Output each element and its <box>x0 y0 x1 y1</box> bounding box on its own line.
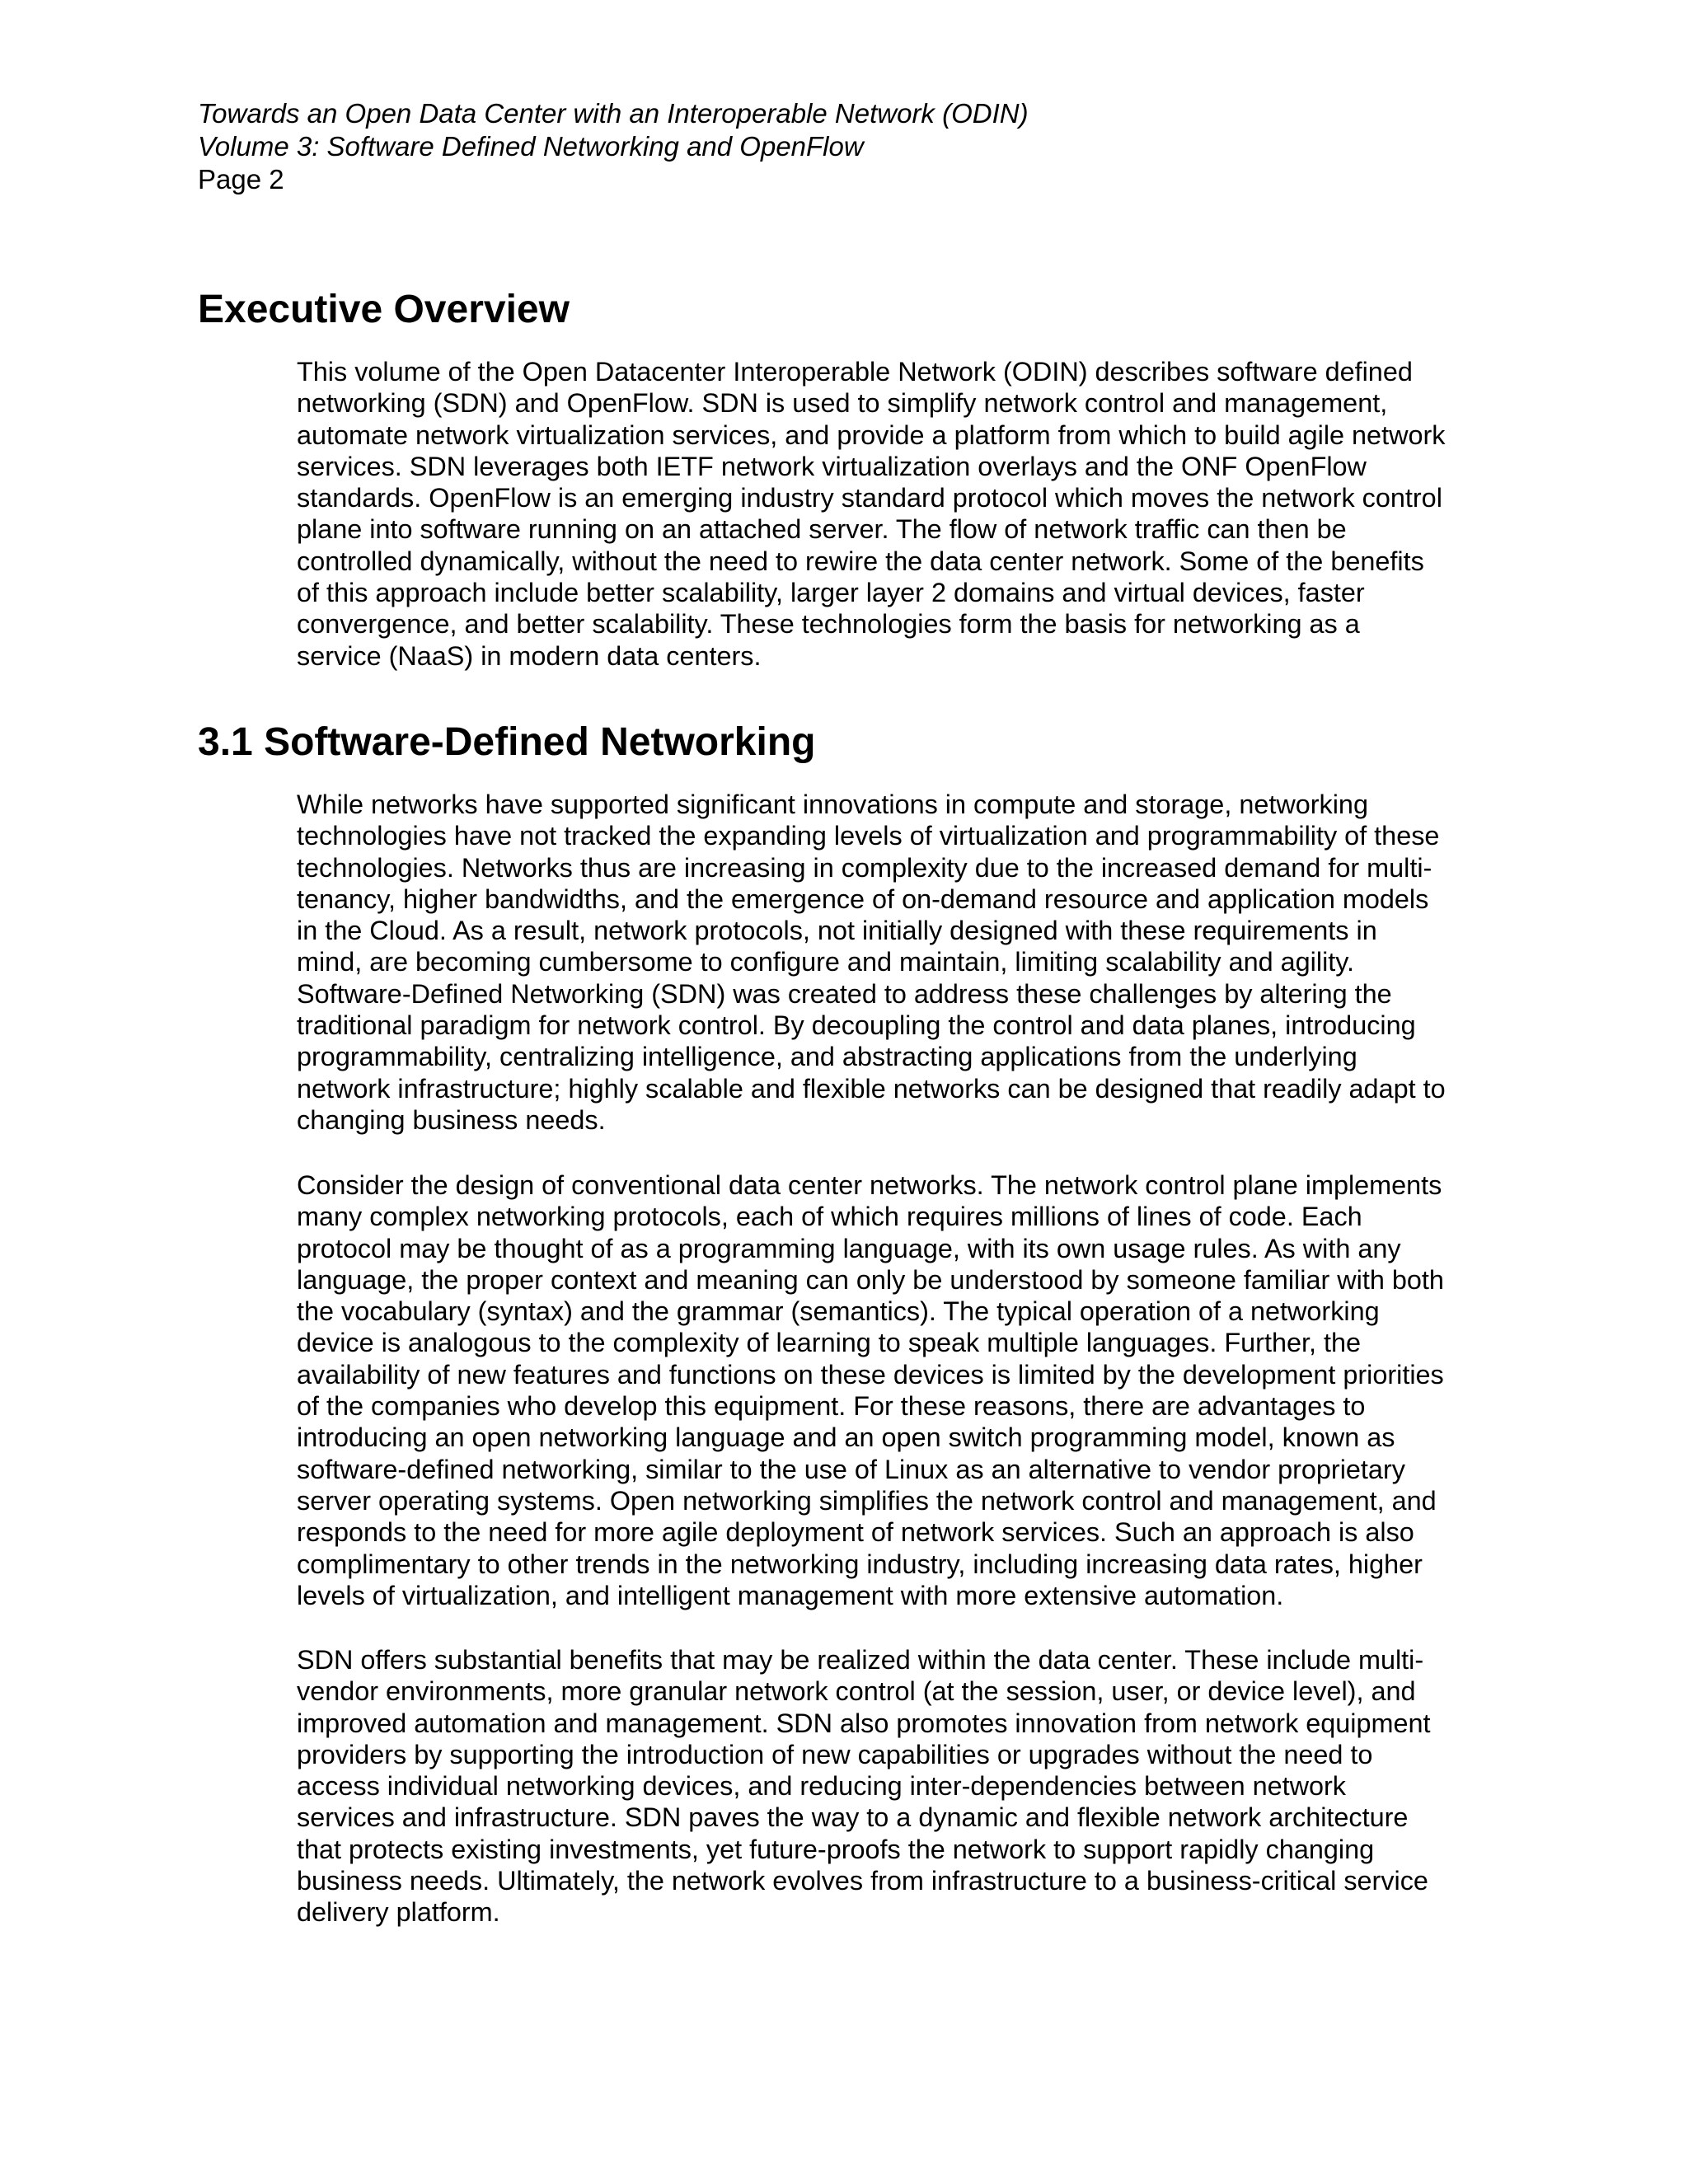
text-line: technologies. Networks thus are increasing in complexity due to the increased demand for multi- <box>297 852 1432 883</box>
text-line: SDN offers substantial benefits that may be realized within the data center. These include multi- <box>297 1645 1424 1675</box>
text-line: availability of new features and functions on these devices is limited by the development priorities <box>297 1359 1444 1390</box>
text-line: plane into software running on an attached server. The flow of network traffic can then be <box>297 514 1347 545</box>
text-line: delivery platform. <box>297 1897 500 1928</box>
text-line: in the Cloud. As a result, network protocols, not initially designed with these requirements in <box>297 916 1377 946</box>
text-line: complimentary to other trends in the networking industry, including increasing data rates, higher <box>297 1549 1423 1579</box>
text-line: business needs. Ultimately, the network evolves from infrastructure to a business-critical service <box>297 1866 1428 1896</box>
executive-overview-paragraph <box>297 356 1500 672</box>
text-line: services. SDN leverages both IETF network virtualization overlays and the ONF OpenFlow <box>297 451 1367 481</box>
text-line: network infrastructure; highly scalable and flexible networks can be designed that readily adapt to <box>297 1073 1446 1104</box>
text-line: controlled dynamically, without the need to rewire the data center network. Some of the benefits <box>297 546 1424 576</box>
section-heading-software-defined-networking: 3.1 Software-Defined Networking <box>198 720 816 764</box>
text-line: responds to the need for more agile deployment of network services. Such an approach is also <box>297 1517 1414 1548</box>
page-number: Page 2 <box>198 164 284 194</box>
text-line: networking (SDN) and OpenFlow. SDN is used to simplify network control and management, <box>297 388 1388 419</box>
text-line: services and infrastructure. SDN paves the way to a dynamic and flexible network architecture <box>297 1802 1409 1833</box>
text-line: access individual networking devices, and reducing inter-dependencies between network <box>297 1771 1346 1802</box>
text-line: improved automation and management. SDN also promotes innovation from network equipment <box>297 1708 1431 1738</box>
text-line: This volume of the Open Datacenter Interoperable Network (ODIN) describes software defined <box>297 357 1413 387</box>
text-line: software-defined networking, similar to the use of Linux as an alternative to vendor proprietary <box>297 1454 1405 1484</box>
text-line: Consider the design of conventional data center networks. The network control plane implements <box>297 1170 1442 1200</box>
volume-title: Volume 3: Software Defined Networking and OpenFlow <box>198 131 864 162</box>
text-line: service (NaaS) in modern data centers. <box>297 640 762 671</box>
text-line: levels of virtualization, and intelligent management with more extensive automation. <box>297 1580 1284 1610</box>
text-line: introducing an open networking language and an open switch programming model, known as <box>297 1422 1395 1453</box>
text-line: that protects existing investments, yet future-proofs the network to support rapidly changing <box>297 1834 1375 1864</box>
text-line: automate network virtualization services, and provide a platform from which to build agile network <box>297 419 1446 450</box>
text-line: traditional paradigm for network control. By decoupling the control and data planes, introducing <box>297 1010 1416 1041</box>
text-line: standards. OpenFlow is an emerging industry standard protocol which moves the network control <box>297 483 1442 513</box>
running-header <box>198 97 1029 196</box>
text-line: many complex networking protocols, each of which requires millions of lines of code. Each <box>297 1202 1362 1232</box>
text-line: server operating systems. Open networking simplifies the network control and management, and <box>297 1485 1437 1516</box>
text-line: tenancy, higher bandwidths, and the emergence of on-demand resource and application models <box>297 883 1429 914</box>
section-heading-executive-overview: Executive Overview <box>198 288 570 331</box>
text-line: language, the proper context and meaning can only be understood by someone familiar with both <box>297 1264 1444 1295</box>
text-line: Software-Defined Networking (SDN) was created to address these challenges by altering the <box>297 978 1392 1009</box>
text-line: While networks have supported significant innovations in compute and storage, networking <box>297 790 1368 819</box>
text-line: device is analogous to the complexity of learning to speak multiple languages. Further, the <box>297 1328 1361 1358</box>
sdn-paragraph-3 <box>297 1644 1500 1929</box>
text-line: of this approach include better scalability, larger layer 2 domains and virtual devices, faster <box>297 578 1365 608</box>
sdn-paragraph-1 <box>297 789 1500 1136</box>
text-line: changing business needs. <box>297 1104 606 1135</box>
document-title: Towards an Open Data Center with an Interoperable Network (ODIN) <box>198 98 1029 129</box>
text-line: protocol may be thought of as a programming language, with its own usage rules. As with any <box>297 1233 1401 1263</box>
sdn-paragraph-2 <box>297 1169 1500 1611</box>
text-line: of the companies who develop this equipment. For these reasons, there are advantages to <box>297 1391 1366 1422</box>
text-line: vendor environments, more granular network control (at the session, user, or device level), and <box>297 1676 1416 1707</box>
text-line: technologies have not tracked the expanding levels of virtualization and programmability of these <box>297 821 1440 851</box>
text-line: the vocabulary (syntax) and the grammar (semantics). The typical operation of a networking <box>297 1296 1380 1327</box>
text-line: mind, are becoming cumbersome to configure and maintain, limiting scalability and agility. <box>297 947 1355 977</box>
text-line: providers by supporting the introduction of new capabilities or upgrades without the need to <box>297 1739 1373 1769</box>
text-line: convergence, and better scalability. These technologies form the basis for networking as a <box>297 609 1360 640</box>
text-line: programmability, centralizing intelligence, and abstracting applications from the underlying <box>297 1042 1357 1072</box>
